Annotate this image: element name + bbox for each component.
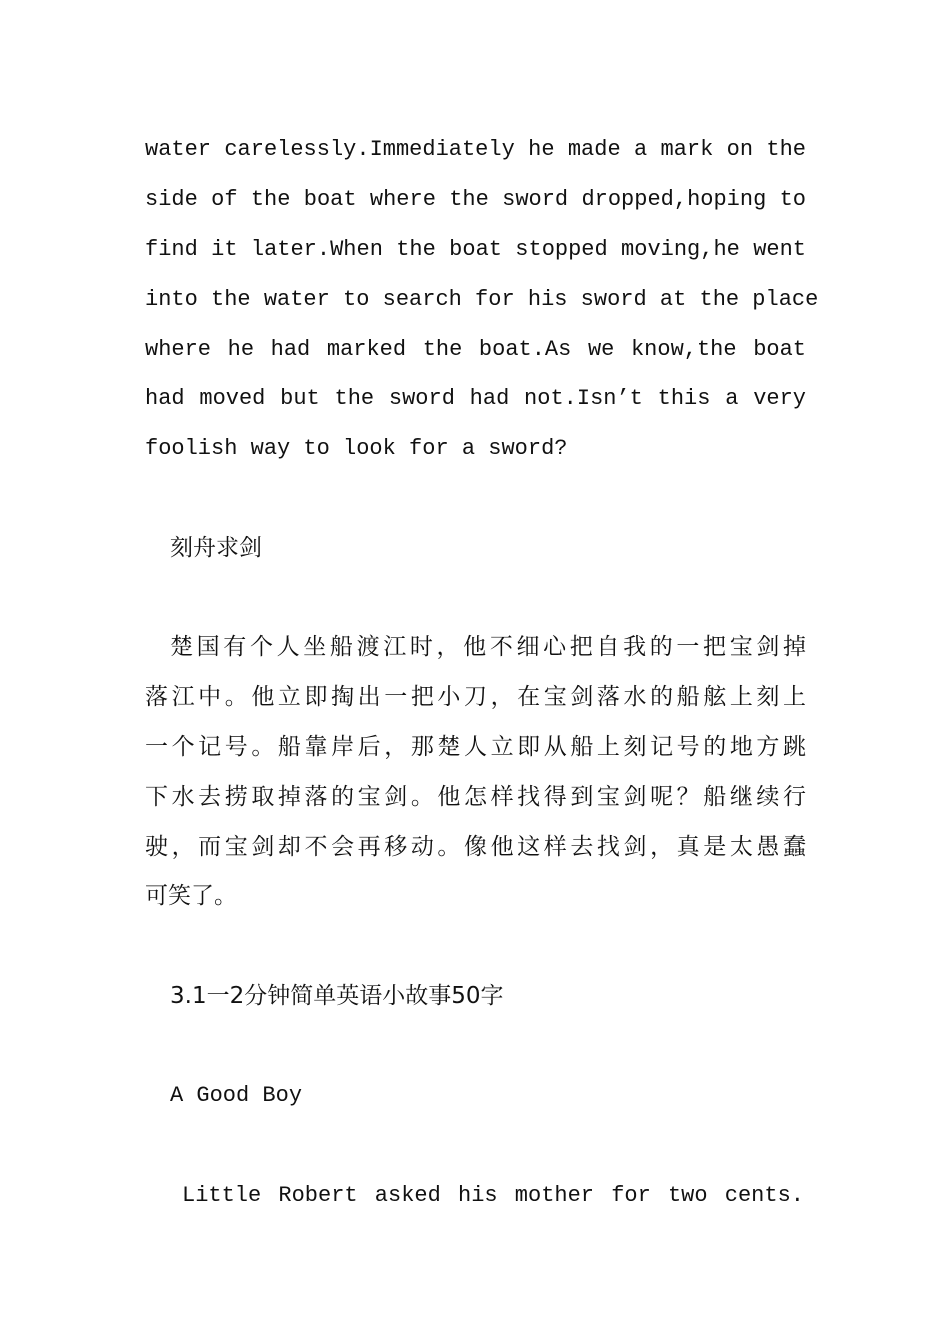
chinese-story-line: 下水去捞取掉落的宝剑。他怎样找得到宝剑呢？船继续行 — [145, 784, 806, 810]
story-first-line: Little Robert asked his mother for two cents. — [182, 1183, 804, 1208]
english-story-line: foolish way to look for a sword? — [145, 436, 568, 461]
chinese-story-line: 落江中。他立即掏出一把小刀，在宝剑落水的船舷上刻上 — [145, 684, 806, 710]
english-story-line: where he had marked the boat.As we know,the boat — [145, 337, 806, 362]
story-title: A Good Boy — [170, 1083, 303, 1108]
chinese-story-line: 可笑了。 — [145, 883, 237, 909]
section-heading: 3.1一2分钟简单英语小故事50字 — [170, 983, 504, 1009]
english-story-line: water carelessly.Immediately he made a mark on the — [145, 137, 806, 162]
chinese-story-line: 驶，而宝剑却不会再移动。像他这样去找剑，真是太愚蠢 — [145, 834, 806, 860]
chinese-story-line: 一个记号。船靠岸后，那楚人立即从船上刻记号的地方跳 — [145, 734, 806, 760]
chinese-story-title: 刻舟求剑 — [170, 535, 262, 561]
english-story-line: side of the boat where the sword dropped,hoping to — [145, 187, 806, 212]
english-story-line: had moved but the sword had not.Isn’t this a very — [145, 386, 806, 411]
english-story-line: into the water to search for his sword at the place — [145, 287, 819, 312]
chinese-story-line: 楚国有个人坐船渡江时，他不细心把自我的一把宝剑掉 — [170, 634, 806, 660]
english-story-line: find it later.When the boat stopped moving,he went — [145, 237, 806, 262]
